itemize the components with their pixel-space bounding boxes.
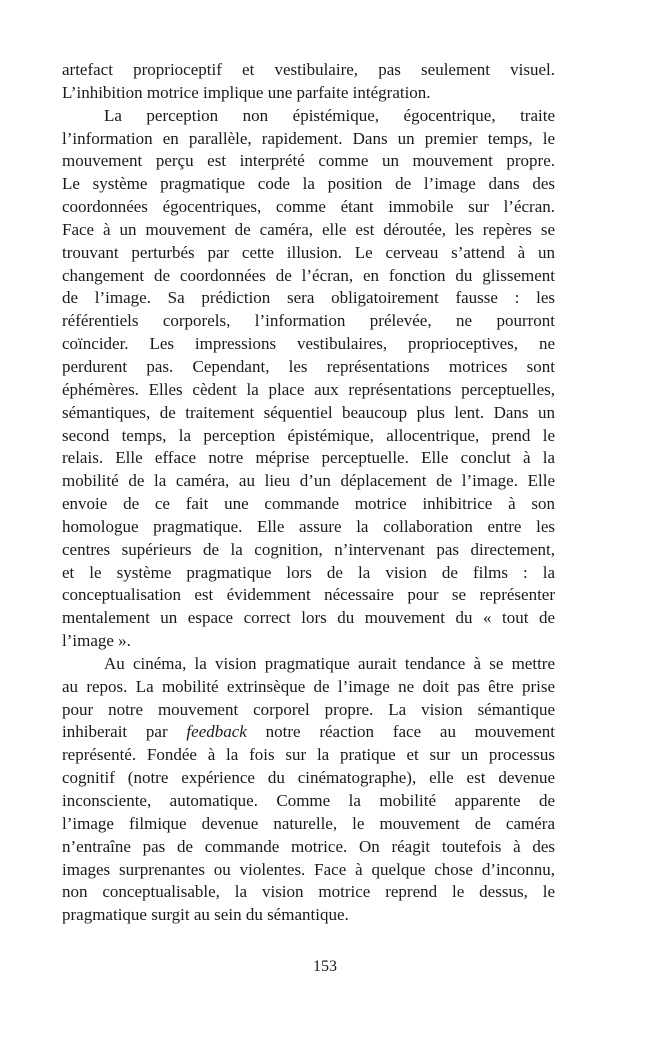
text-line [62,676,555,699]
text-segment: changement de coordonnées de l’écran, en fonction du glissement [62,265,555,285]
text-segment: homologue pragmatique. Elle assure la collaboration entre les [62,516,555,536]
text-line [62,425,555,448]
text-segment: non conceptualisable, la vision motrice reprend le dessus, le [62,882,555,902]
text-line [62,562,555,585]
text-line [62,59,555,82]
text-segment: référentiels corporels, l’information prélevée, ne pourront [62,311,555,331]
text-line [62,584,555,607]
text-line [62,790,555,813]
text-segment: éphémères. Elles cèdent la place aux représentations perceptuelles, [62,379,555,399]
text-segment: coïncider. Les impressions vestibulaires, proprioceptives, ne [62,334,555,354]
text-segment: centres supérieurs de la cognition, n’intervenant pas directement, [62,539,555,559]
body-text [62,59,555,927]
paragraph [62,59,555,105]
text-segment: second temps, la perception épistémique, allocentrique, prend le [62,425,555,445]
text-line [62,82,555,105]
text-segment: l’information en parallèle, rapidement. Dans un premier temps, le [62,128,555,148]
text-line [62,196,555,219]
text-segment: Le système pragmatique code la position de l’image dans des [62,174,555,194]
paragraph [62,653,555,927]
text-segment: pragmatique surgit au sein du sémantique. [62,905,349,925]
text-line [62,447,555,470]
text-segment: représenté. Fondée à la fois sur la pratique et sur un processus [62,745,555,765]
text-line [62,128,555,151]
text-line [62,493,555,516]
text-segment: envoie de ce fait une commande motrice inhibitrice à son [62,494,555,514]
text-line [62,310,555,333]
text-line [62,699,555,722]
text-line [62,105,555,128]
text-segment: pour notre mouvement corporel propre. La vision sémantique [62,699,555,719]
text-line [62,219,555,242]
text-segment: images surprenantes ou violentes. Face à quelque chose d’inconnu, [62,859,555,879]
text-line [62,539,555,562]
text-line [62,470,555,493]
text-segment: coordonnées égocentriques, comme étant immobile sur l’écran. [62,197,555,217]
text-segment: Face à un mouvement de caméra, elle est déroutée, les repères se [62,219,555,239]
text-segment: relais. Elle efface notre méprise perceptuelle. Elle conclut à la [62,448,555,468]
text-segment: notre réaction face au mouvement [246,722,555,742]
paragraph [62,105,555,653]
page-number: 153 [313,958,337,975]
text-line [62,813,555,836]
text-segment: sémantiques, de traitement séquentiel beaucoup plus lent. Dans un [62,402,555,422]
text-line [62,333,555,356]
text-line [62,721,555,744]
text-line [62,630,555,653]
italic-term: feedback [186,722,247,742]
text-segment: l’image filmique devenue naturelle, le mouvement de caméra [62,813,555,833]
text-segment: inhiberait par [62,722,187,742]
text-segment: de l’image. Sa prédiction sera obligatoirement fausse : les [62,288,555,308]
text-segment: n’entraîne pas de commande motrice. On réagit toutefois à des [62,836,555,856]
text-segment: trouvant perturbés par cette illusion. Le cerveau s’attend à un [62,242,555,262]
text-line [62,150,555,173]
text-segment: mouvement perçu est interprété comme un mouvement propre. [62,151,555,171]
text-line [62,767,555,790]
text-line [62,881,555,904]
text-line [62,379,555,402]
text-segment: au repos. La mobilité extrinsèque de l’image ne doit pas être prise [62,676,555,696]
text-segment: La perception non épistémique, égocentrique, traite [104,105,555,125]
text-line [62,173,555,196]
text-segment: l’image ». [62,631,131,651]
text-line [62,836,555,859]
text-segment: Au cinéma, la vision pragmatique aurait tendance à se mettre [104,653,555,673]
text-segment: conceptualisation est évidemment nécessaire pour se représenter [62,585,555,605]
text-segment: artefact proprioceptif et vestibulaire, pas seulement visuel. [62,60,555,79]
text-segment: et le système pragmatique lors de la vision de films : la [62,562,555,582]
text-segment: L’inhibition motrice implique une parfaite intégration. [62,82,431,102]
text-segment: cognitif (notre expérience du cinématographe), elle est devenue [62,768,555,788]
text-line [62,242,555,265]
text-segment: perdurent pas. Cependant, les représentations motrices sont [62,356,555,376]
text-segment: inconsciente, automatique. Comme la mobilité apparente de [62,791,555,810]
text-line [62,402,555,425]
text-line [62,904,555,927]
text-line [62,516,555,539]
text-segment: mobilité de la caméra, au lieu d’un déplacement de l’image. Elle [62,471,555,491]
text-line [62,356,555,379]
text-line [62,287,555,310]
text-line [62,859,555,882]
text-line [62,265,555,288]
text-line [62,607,555,630]
text-line [62,744,555,767]
text-segment: mentalement un espace correct lors du mouvement du « tout de [62,608,555,628]
text-line [62,653,555,676]
